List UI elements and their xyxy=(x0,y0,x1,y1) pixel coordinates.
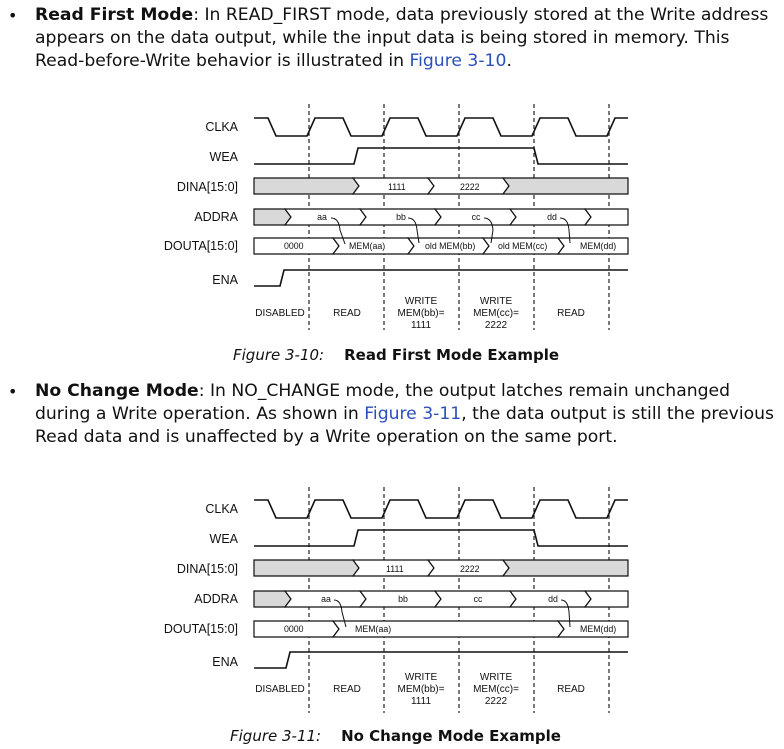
term-no-change: No Change Mode xyxy=(35,381,199,401)
read-first-paragraph: Read First Mode: In READ_FIRST mode, data previously stored at the Write address appears on the data output, while the input data is being stored in memory. This Read-before-Write behavior is illustrated in Figure 3-10. xyxy=(35,5,769,71)
phase-read: READ xyxy=(333,308,361,319)
figure-caption xyxy=(233,346,559,364)
signal-label-dina: DINA[15:0] xyxy=(176,562,238,576)
addra-value-dd: dd xyxy=(547,212,557,222)
phase-write: WRITE xyxy=(404,296,438,307)
douta-value-old-mem-cc: old MEM(cc) xyxy=(498,241,548,251)
signal-label-wea: WEA xyxy=(209,150,238,164)
caption-label: Figure 3-11: xyxy=(230,727,322,745)
figure-3-10-link[interactable]: Figure 3-10 xyxy=(409,51,507,71)
douta-value-mem-dd: MEM(dd) xyxy=(580,624,617,634)
no-change-paragraph: No Change Mode: In NO_CHANGE mode, the output latches remain unchanged during a Write operation. As shown in Figure 3-11, the data output is still the previous Read data and is unaffected by a Write operation on the same port. xyxy=(35,381,774,447)
caption-title: No Change Mode Example xyxy=(341,727,561,745)
phase-disabled: DISABLED xyxy=(255,308,305,319)
figure-caption xyxy=(230,727,561,745)
svg-text:1111: 1111 xyxy=(410,696,432,707)
douta-value-mem-aa: MEM(aa) xyxy=(355,624,392,634)
signal-label-douta: DOUTA[15:0] xyxy=(163,239,238,253)
douta-value-0000: 0000 xyxy=(284,624,304,634)
phase-write-2: WRITE xyxy=(479,296,513,307)
phase-write-2: WRITE xyxy=(479,672,513,683)
dina-value-1111: 1111 xyxy=(388,182,406,192)
clka-waveform xyxy=(254,118,628,136)
douta-bus xyxy=(254,621,628,637)
signal-label-clka: CLKA xyxy=(205,120,238,134)
svg-text:MEM(cc)=: MEM(cc)= xyxy=(473,308,519,319)
signal-label-ena: ENA xyxy=(212,655,238,669)
douta-value-mem-aa: MEM(aa) xyxy=(349,241,386,251)
term-read-first: Read First Mode xyxy=(35,5,194,25)
dina-bus xyxy=(254,178,628,194)
ena-waveform xyxy=(254,652,628,668)
addra-value-bb: bb xyxy=(398,594,408,604)
clka-waveform xyxy=(254,500,628,518)
figure-3-11-link[interactable]: Figure 3-11 xyxy=(364,404,462,424)
phase-read-2: READ xyxy=(557,308,585,319)
addra-value-cc: cc xyxy=(471,212,481,222)
svg-text:2222: 2222 xyxy=(484,696,508,707)
phase-write: WRITE xyxy=(404,672,438,683)
timing-diagram-no-change xyxy=(150,485,640,725)
svg-text:2222: 2222 xyxy=(484,320,508,331)
svg-text:1111: 1111 xyxy=(410,320,432,331)
wea-waveform xyxy=(254,530,628,546)
addra-value-dd: dd xyxy=(548,594,558,604)
paragraph-text: : In NO_CHANGE mode, the output latches remain unchanged during a Write operation. As shown in xyxy=(35,381,731,424)
svg-text:MEM(cc)=: MEM(cc)= xyxy=(473,684,519,695)
svg-text:MEM(bb)=: MEM(bb)= xyxy=(397,308,445,319)
douta-value-mem-dd: MEM(dd) xyxy=(580,241,617,251)
signal-label-dina: DINA[15:0] xyxy=(176,180,238,194)
addra-value-cc: cc xyxy=(473,594,483,604)
caption-label: Figure 3-10: xyxy=(233,346,325,364)
addra-bus xyxy=(254,209,628,225)
bullet: • xyxy=(8,382,18,401)
phase-read-2: READ xyxy=(557,684,585,695)
dina-value-1111: 1111 xyxy=(386,564,404,574)
signal-label-douta: DOUTA[15:0] xyxy=(163,622,238,636)
addra-value-bb: bb xyxy=(396,212,406,222)
douta-value-0000: 0000 xyxy=(284,241,304,251)
phase-read: READ xyxy=(333,684,361,695)
douta-value-old-mem-bb: old MEM(bb) xyxy=(425,241,476,251)
dina-value-2222: 2222 xyxy=(460,182,480,192)
signal-label-addra: ADDRA xyxy=(194,592,238,606)
dina-bus xyxy=(254,560,628,576)
addra-value-aa: aa xyxy=(321,594,331,604)
phase-disabled: DISABLED xyxy=(255,684,305,695)
timing-diagram-read-first xyxy=(150,102,640,342)
signal-label-wea: WEA xyxy=(209,532,238,546)
paragraph-text: : In READ_FIRST mode, data previously stored at the Write address appears on the data output, while the input data is being stored in memory. This Read-before-Write behavior is illustrated in xyxy=(35,5,769,71)
caption-title: Read First Mode Example xyxy=(344,346,560,364)
dina-value-2222: 2222 xyxy=(460,564,480,574)
bullet: • xyxy=(8,6,18,25)
signal-label-clka: CLKA xyxy=(205,502,238,516)
signal-label-addra: ADDRA xyxy=(194,210,238,224)
signal-label-ena: ENA xyxy=(212,273,238,287)
wea-waveform xyxy=(254,148,628,164)
addra-value-aa: aa xyxy=(317,212,327,222)
addra-bus xyxy=(254,591,628,607)
ena-waveform xyxy=(254,270,628,286)
svg-text:MEM(bb)=: MEM(bb)= xyxy=(397,684,445,695)
